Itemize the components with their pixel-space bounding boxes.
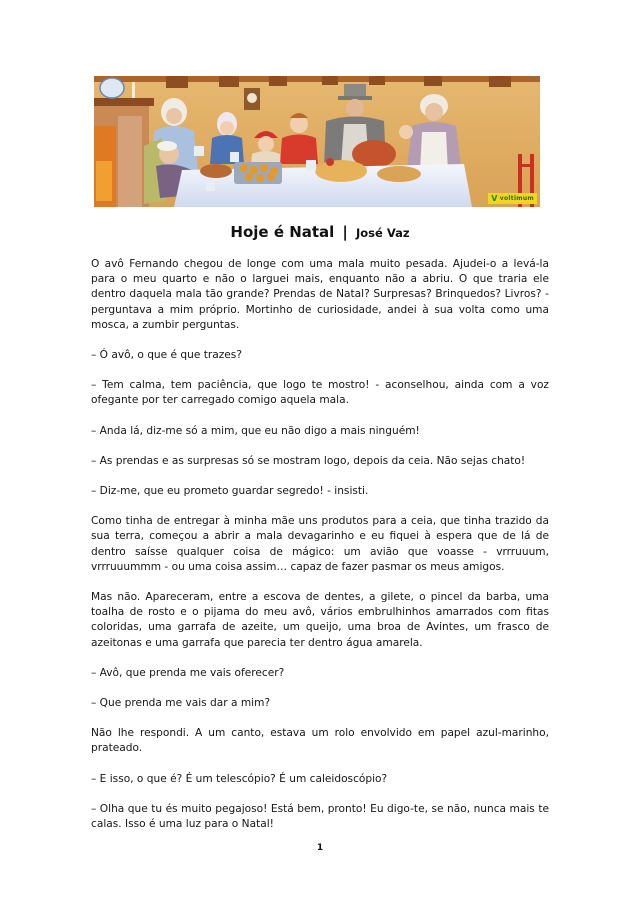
watermark-label: voltimum bbox=[499, 195, 534, 202]
christmas-dinner-illustration bbox=[94, 76, 540, 207]
paragraph-dialogue: – Que prenda me vais dar a mim? bbox=[91, 697, 271, 710]
story-title: Hoje é Natal bbox=[230, 223, 335, 241]
paragraph-narration: O avô Fernando chegou de longe com uma mala muito pesada. Ajudei-o a levá-la para o meu quarto e não o larguei mais, enquanto não a abriu. O que traria ele dentro daquela mala tão grande? Prendas de Natal? Surpresas? Brinquedos? Livros? - perguntava a mim próprio. Mortinho de curiosidade, andei à sua volta como uma mosca, a zumbir perguntas. bbox=[91, 258, 549, 331]
v-logo-icon: V bbox=[491, 194, 498, 203]
paragraph-dialogue: – Anda lá, diz-me só a mim, que eu não digo a mais ninguém! bbox=[91, 424, 420, 437]
paragraph-narration: Mas não. Apareceram, entre a escova de dentes, a gilete, o pincel da barba, uma toalha de rosto e o pijama do meu avô, vários embrulhinhos amarrados com fitas coloridas, uma garrafa de azeite, um queijo, uma broa de Avintes, um frasco de azeitonas e uma garrafa que parecia ter dentro água amarela. bbox=[91, 591, 549, 649]
paragraph-dialogue: – Ó avô, o que é que trazes? bbox=[91, 349, 242, 362]
paragraph-dialogue: – E isso, o que é? É um telescópio? É um caleidoscópio? bbox=[91, 772, 388, 785]
paragraph-narration: Não lhe respondi. A um canto, estava um rolo envolvido em papel azul-marinho, prateado. bbox=[91, 727, 549, 755]
paragraph-narration: Como tinha de entregar à minha mãe uns produtos para a ceia, que tinha trazido da sua terra, começou a abrir a mala devagarinho e eu fiquei à espera que de lá de dentro saísse qualquer coisa de mágico: um avião que voasse - vrrruuum, vrrruuummm - ou uma coisa assim… capaz de fazer pasmar os meus amigos. bbox=[91, 515, 549, 573]
story-author: José Vaz bbox=[356, 226, 410, 240]
paragraph-dialogue: – As prendas e as surpresas só se mostram logo, depois da ceia. Não sejas chato! bbox=[91, 454, 526, 467]
page-number: 1 bbox=[316, 843, 324, 853]
voltimum-watermark bbox=[488, 193, 537, 204]
paragraph-dialogue: – Olha que tu és muito pegajoso! Está bem, pronto! Eu digo-te, se não, nunca mais te calas. Isso é uma luz para o Natal! bbox=[91, 802, 549, 831]
document-title bbox=[0, 222, 640, 241]
story-body bbox=[91, 257, 549, 847]
paragraph-dialogue: – Tem calma, tem paciência, que logo te mostro! - aconselhou, ainda com a voz ofegante por ter carregado comigo aquela mala. bbox=[91, 379, 549, 407]
title-separator: | bbox=[342, 223, 348, 241]
paragraph-dialogue: – Diz-me, que eu prometo guardar segredo! - insisti. bbox=[91, 485, 369, 498]
illustration-image bbox=[94, 76, 540, 207]
paragraph-dialogue: – Avô, que prenda me vais oferecer? bbox=[91, 666, 285, 679]
